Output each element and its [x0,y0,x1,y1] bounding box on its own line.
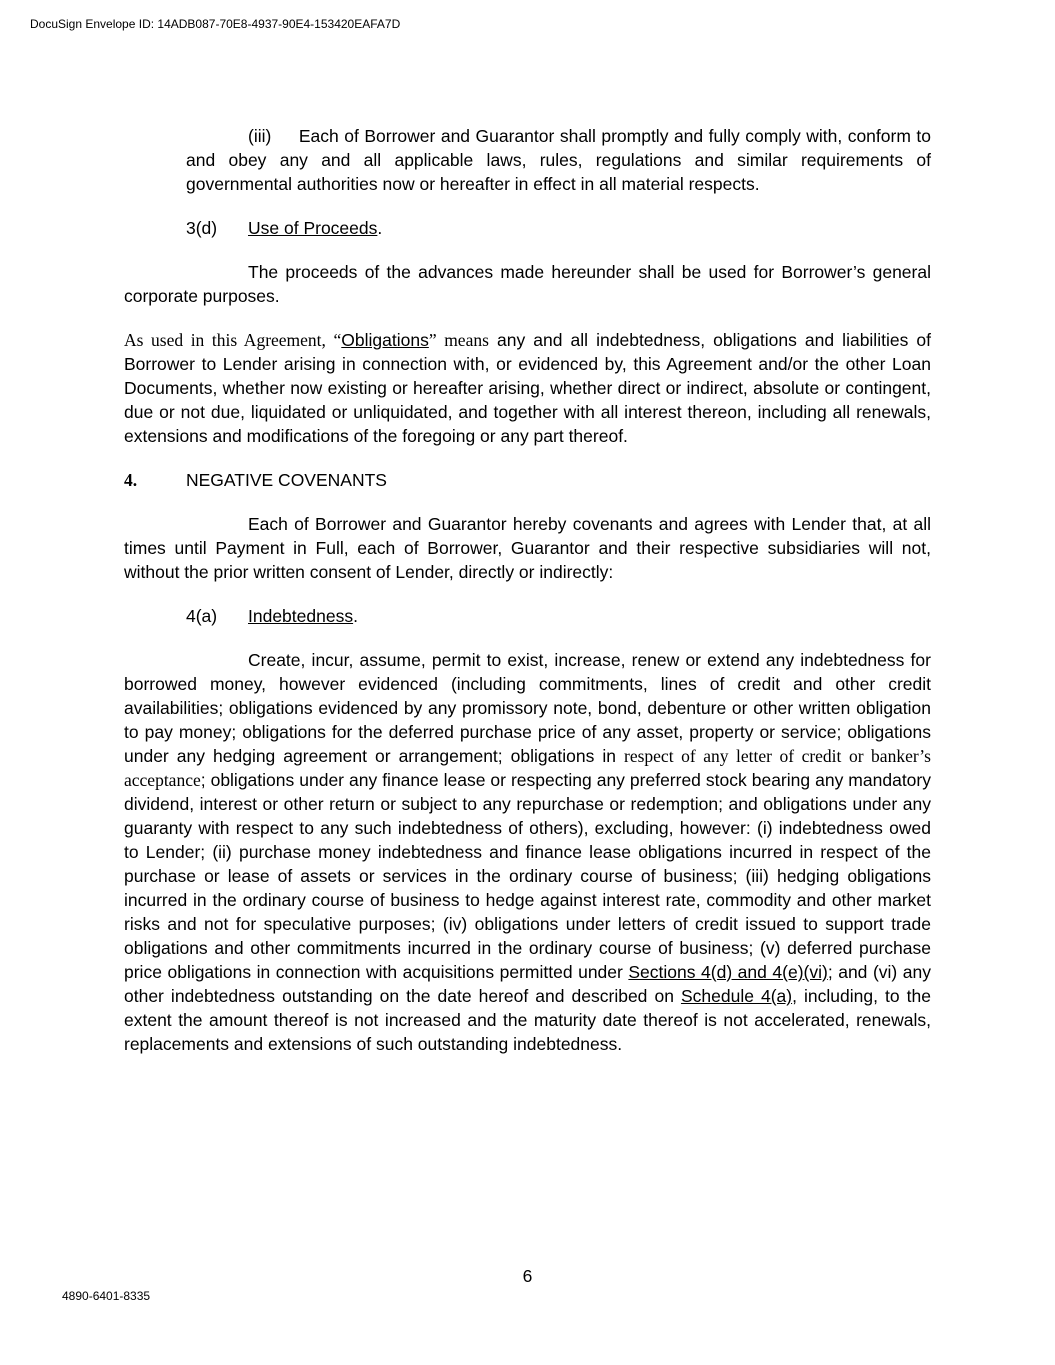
section-3d-heading: 3(d) Use of Proceeds. [186,218,383,238]
section-number: 4. [124,470,138,490]
section-3c-iii [124,124,931,196]
defined-term: Obligations [341,330,429,350]
docusign-envelope-id: DocuSign Envelope ID: 14ADB087-70E8-4937-90E4-153420EAFA7D [30,17,401,31]
section-title: NEGATIVE COVENANTS [186,470,387,490]
section-title: Indebtedness [248,606,354,626]
section-4a-body: Create, incur, assume, permit to exist, increase, renew or extend any indebtedness for borrowed money, however evidenced (including commitments, lines of credit and other credit availabilities; obligations evidenced by any promissory note, bond, debenture or other written obligation to pay money; obligations for the deferred purchase price of any asset, property or service; obligations under any hedging agreement or arrangement; obligations in respect of any letter of credit or banker’s acceptance; obligations under any finance lease or respecting any preferred stock bearing any mandatory dividend, interest or other return or subject to any repurchase or redemption; and obligations under any guaranty with respect to any such indebtedness of others), excluding, however: (i) indebtedness owed to Lender; (ii) purchase money indebtedness and finance lease obligations incurred in respect of the purchase or lease of assets or services in the ordinary course of business; (iii) hedging obligations incurred in the ordinary course of business to hedge against interest rate, commodity and other market risks and not for speculative purposes; (iv) obligations under letters of credit issued to support trade obligations and other commitments incurred in the ordinary course of business; (v) deferred purchase price obligations in connection with acquisitions permitted under Sections 4(d) and 4(e)(vi); and (vi) any other indebtedness outstanding on the date hereof and described on Schedule 4(a), including, to the extent the amount thereof is not increased and the maturity date thereof is not accelerated, renewals, replacements and extensions of such outstanding indebtedness. [124,650,931,1054]
section-3d-body: The proceeds of the advances made hereunder shall be used for Borrower’s general corporate purposes. [124,262,931,306]
cross-reference: Schedule 4(a) [680,986,793,1006]
section-4a-heading: 4(a) Indebtedness. [186,606,358,626]
document-body [124,124,931,1056]
section-title: Use of Proceeds [248,218,378,238]
section-number: 4(a) [186,606,218,626]
section-number: 3(d) [186,218,218,238]
section-4-intro: Each of Borrower and Guarantor hereby covenants and agrees with Lender that, at all times until Payment in Full, each of Borrower, Guarantor and their respective subsidiaries will not, without the prior written consent of Lender, directly or indirectly: [124,514,931,582]
obligations-definition: As used in this Agreement, “Obligations” means any and all indebtedness, obligations and liabilities of Borrower to Lender arising in connection with, or evidenced by, this Agreement and/or the other Loan Documents, whether now existing or hereafter arising, whether direct or indirect, absolute or contingent, due or not due, liquidated or unliquidated, and together with all interest thereon, including all renewals, extensions and modifications of the foregoing or any part thereof. [124,330,931,446]
document-id: 4890-6401-8335 [62,1289,151,1303]
cross-reference: Sections 4(d) and 4(e)(vi) [628,962,828,982]
section-4-heading [124,468,931,492]
clause-text: Each of Borrower and Guarantor shall promptly and fully comply with, conform to and obey any and all applicable laws, rules, regulations and similar requirements of governmental authorities now or hereafter in effect in all material respects. [186,126,932,194]
page-number: 6 [522,1266,533,1286]
clause-number: (iii) [248,126,272,146]
